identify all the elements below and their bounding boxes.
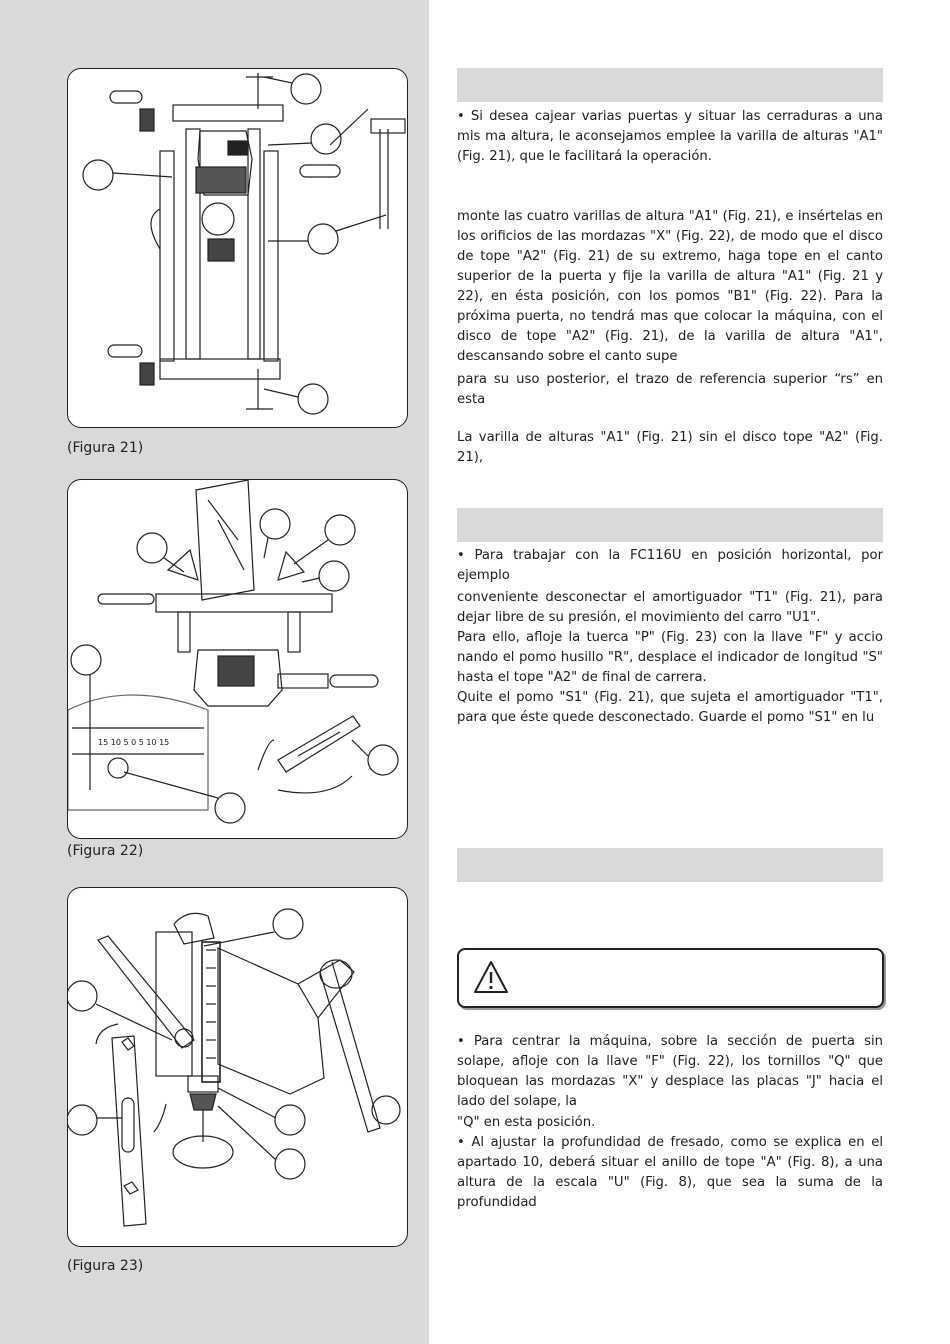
figure-22 <box>67 479 408 839</box>
section-2-para-1: • Para trabajar con la FC116U en posición horizontal, por ejemplo <box>457 548 883 583</box>
section-1-para-2: monte las cuatro varillas de altura "A1" (Fig. 21), e insértelas en los orificios de las mordazas "X" (Fig. 22), de modo que el disco de tope "A2" (Fig. 21) de su extremo, haga tope en el canto superior de la puerta y fije la varilla de altura "A1" (Fig. 21 y 22), en ésta posición, con los pomos "B1" (Fig. 22). Para la próxima puerta, no tendrá mas que colocar la máquina, con el disco de tope "A2" (Fig. 21), de la varilla de altura "A1", descansando sobre el canto supe <box>457 209 883 364</box>
figure-21 <box>67 68 408 428</box>
section-2-para-3: Para ello, afloje la tuerca "P" (Fig. 23) con la llave "F" y accio nando el pomo husillo "R", desplace el indicador de longitud "S" hasta el tope "A2" de final de carrera. <box>457 630 883 685</box>
figure-23-drawing <box>68 888 407 1246</box>
section-2-heading-bar <box>457 508 883 542</box>
figure-21-drawing <box>68 69 407 427</box>
section-1-para-4: La varilla de alturas "A1" (Fig. 21) sin el disco tope "A2" (Fig. 21), <box>457 430 883 465</box>
section-3-para-2: "Q" en esta posición. <box>457 1115 596 1130</box>
figure-22-drawing <box>68 480 407 838</box>
section-2-para-2: conveniente desconectar el amortiguador "T1" (Fig. 21), para dejar libre de su presión, el movimiento del carro "U1". <box>457 590 883 625</box>
section-2-para-4: Quite el pomo "S1" (Fig. 21), que sujeta el amortiguador "T1", para que éste quede desconectado. Guarde el pomo "S1" en lu <box>457 690 883 725</box>
section-3-para-1: • Para centrar la máquina, sobre la sección de puerta sin solape, afloje con la llave "F" (Fig. 22), los tornillos "Q" que bloquean las mordazas "X" y desplace las placas "J" hacia el lado del solape, la <box>457 1034 883 1109</box>
warning-icon <box>473 960 509 994</box>
figure-23-caption: (Figura 23) <box>67 1258 144 1274</box>
warning-box <box>457 948 884 1008</box>
section-1-heading-bar <box>457 68 883 102</box>
section-3-para-3: • Al ajustar la profundidad de fresado, como se explica en el apartado 10, deberá situar el anillo de tope "A" (Fig. 8), a una altura de la escala "U" (Fig. 8), que sea la suma de la profundidad <box>457 1135 883 1210</box>
section-3-heading-bar <box>457 848 883 882</box>
section-1-para-1: • Si desea cajear varias puertas y situar las cerraduras a una mis ma altura, le aconsejamos emplee la varilla de alturas "A1" (Fig. 21), que le facilitará la operación. <box>457 109 883 164</box>
figure-21-caption: (Figura 21) <box>67 440 144 456</box>
figure-22-scale-text: 15 10 5 0 5 10 15 <box>98 738 170 747</box>
figure-23 <box>67 887 408 1247</box>
figure-22-caption: (Figura 22) <box>67 843 144 859</box>
section-1-para-3: para su uso posterior, el trazo de referencia superior “rs” en esta <box>457 372 883 407</box>
